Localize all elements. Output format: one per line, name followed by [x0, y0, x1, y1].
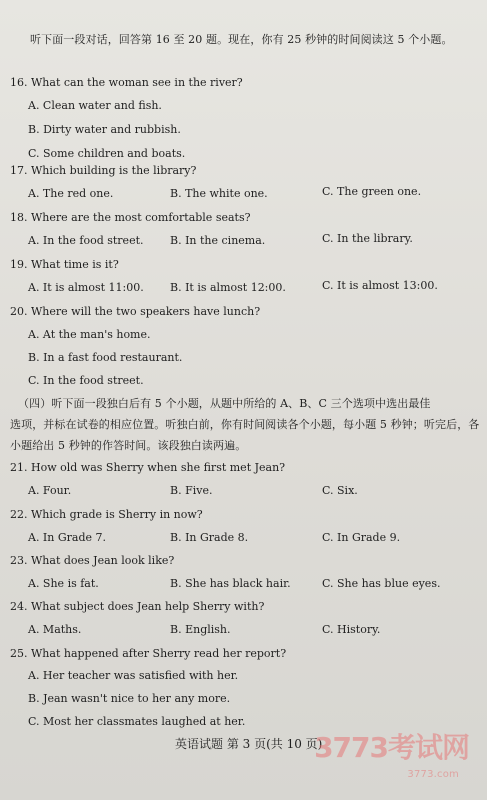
option-25-c: C. Most her classmates laughed at her.	[28, 715, 246, 728]
option-23-b: B. She has black hair.	[170, 577, 291, 590]
option-20-a: A. At the man's home.	[28, 328, 151, 341]
watermark-sub: 3773.com	[407, 768, 459, 780]
question-18: 18. Where are the most comfortable seats?	[10, 211, 251, 224]
option-25-b: B. Jean wasn't nice to her any more.	[28, 692, 231, 705]
option-21-c: C. Six.	[322, 484, 358, 497]
watermark-main: 3773考试网	[314, 730, 469, 764]
option-16-b: B. Dirty water and rubbish.	[28, 123, 181, 136]
question-23: 23. What does Jean look like?	[10, 554, 175, 567]
question-25: 25. What happened after Sherry read her report?	[10, 647, 287, 660]
option-21-a: A. Four.	[28, 484, 72, 497]
option-22-c: C. In Grade 9.	[322, 531, 401, 544]
option-17-b: B. The white one.	[170, 187, 268, 200]
option-18-b: B. In the cinema.	[170, 234, 266, 247]
option-17-c: C. The green one.	[322, 185, 422, 198]
option-18-a: A. In the food street.	[28, 234, 144, 247]
section-intro: 听下面一段对话，回答第 16 至 20 题。现在，你有 25 秒钟的时间阅读这 5 个小题。	[30, 33, 453, 46]
question-17: 17. Which building is the library?	[10, 164, 197, 177]
option-22-b: B. In Grade 8.	[170, 531, 249, 544]
question-19: 19. What time is it?	[10, 258, 119, 271]
option-22-a: A. In Grade 7.	[28, 531, 107, 544]
option-16-a: A. Clean water and fish.	[28, 99, 162, 112]
option-19-a: A. It is almost 11:00.	[28, 281, 144, 294]
question-20: 20. Where will the two speakers have lunch?	[10, 305, 261, 318]
option-20-b: B. In a fast food restaurant.	[28, 351, 183, 364]
option-18-c: C. In the library.	[322, 232, 413, 245]
option-24-a: A. Maths.	[28, 623, 82, 636]
option-20-c: C. In the food street.	[28, 374, 144, 387]
question-24: 24. What subject does Jean help Sherry with?	[10, 600, 265, 613]
watermark	[299, 722, 469, 782]
question-21: 21. How old was Sherry when she first met Jean?	[10, 461, 286, 474]
option-17-a: A. The red one.	[28, 187, 114, 200]
option-19-c: C. It is almost 13:00.	[322, 279, 438, 292]
section-4-line-3: 小题给出 5 秒钟的作答时间。该段独白读两遍。	[10, 439, 247, 452]
option-16-c: C. Some children and boats.	[28, 147, 186, 160]
option-23-c: C. She has blue eyes.	[322, 577, 441, 590]
option-25-a: A. Her teacher was satisfied with her.	[28, 669, 239, 682]
option-23-a: A. She is fat.	[28, 577, 99, 590]
option-19-b: B. It is almost 12:00.	[170, 281, 286, 294]
section-4-line-1: （四）听下面一段独白后有 5 个小题，从题中所给的 A、B、C 三个选项中选出最佳	[18, 397, 431, 410]
option-21-b: B. Five.	[170, 484, 213, 497]
section-4-line-2: 选项，并标在试卷的相应位置。听独白前，你有时间阅读各个小题，每小题 5 秒钟；听完后，各	[10, 418, 480, 431]
option-24-b: B. English.	[170, 623, 231, 636]
page-footer: 英语试题 第 3 页(共 10 页)	[175, 737, 323, 751]
question-16: 16. What can the woman see in the river?	[10, 76, 243, 89]
option-24-c: C. History.	[322, 623, 381, 636]
question-22: 22. Which grade is Sherry in now?	[10, 508, 203, 521]
